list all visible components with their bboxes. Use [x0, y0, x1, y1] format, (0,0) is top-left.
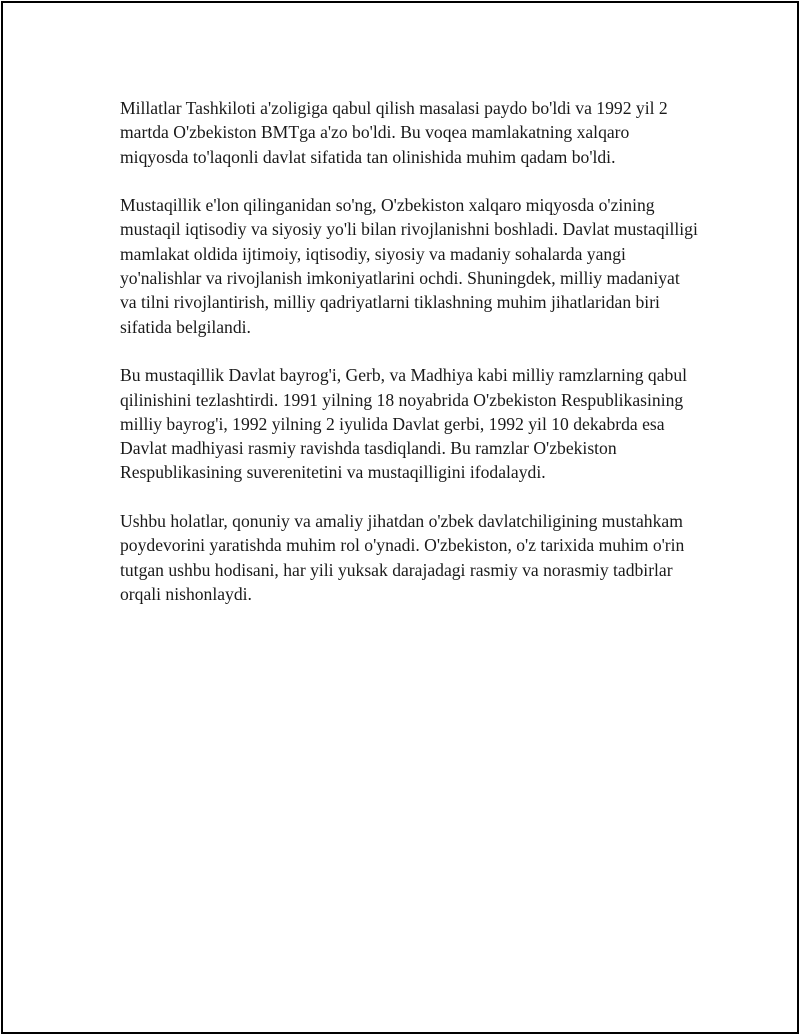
paragraph: Millatlar Tashkiloti a'zoligiga qabul qilish masalasi paydo bo'ldi va 1992 yil 2 martda O'zbekiston BMTga a'zo bo'ldi. Bu voqea mamlakatning xalqaro miqyosda to'laqonli davlat sifatida tan olinishida muhim qadam bo'ldi. — [120, 98, 668, 167]
document-body — [120, 96, 700, 631]
paragraph: Ushbu holatlar, qonuniy va amaliy jihatdan o'zbek davlatchiligining mustahkam poydevorini yaratishda muhim rol o'ynadi. O'zbekiston, o'z tarixida muhim o'rin tutgan ushbu hodisani, har yili yuksak darajadagi rasmiy va norasmiy tadbirlar orqali nishonlaydi. — [120, 511, 685, 604]
paragraph: Bu mustaqillik Davlat bayrog'i, Gerb, va Madhiya kabi milliy ramzlarning qabul qilinishini tezlashtirdi. 1991 yilning 18 noyabrida O'zbekiston Respublikasining milliy bayrog'i, 1992 yilning 2 iyulida Davlat gerbi, 1992 yil 10 dekabrda esa Davlat madhiyasi rasmiy ravishda tasdiqlandi. Bu ramzlar O'zbekiston Respublikasining suverenitetini va mustaqilligini ifodalaydi. — [120, 365, 688, 483]
page-frame — [1, 1, 799, 1034]
paragraph: Mustaqillik e'lon qilinganidan so'ng, O'zbekiston xalqaro miqyosda o'zining mustaqil iqtisodiy va siyosiy yo'li bilan rivojlanishni boshladi. Davlat mustaqilligi mamlakat oldida ijtimoiy, iqtisodiy, siyosiy va madaniy sohalarda yangi yo'nalishlar va rivojlanish imkoniyatlarini ochdi. Shuningdek, milliy madaniyat va tilni rivojlantirish, milliy qadriyatlarni tiklashning muhim jihatlaridan biri sifatida belgilandi. — [120, 195, 698, 337]
